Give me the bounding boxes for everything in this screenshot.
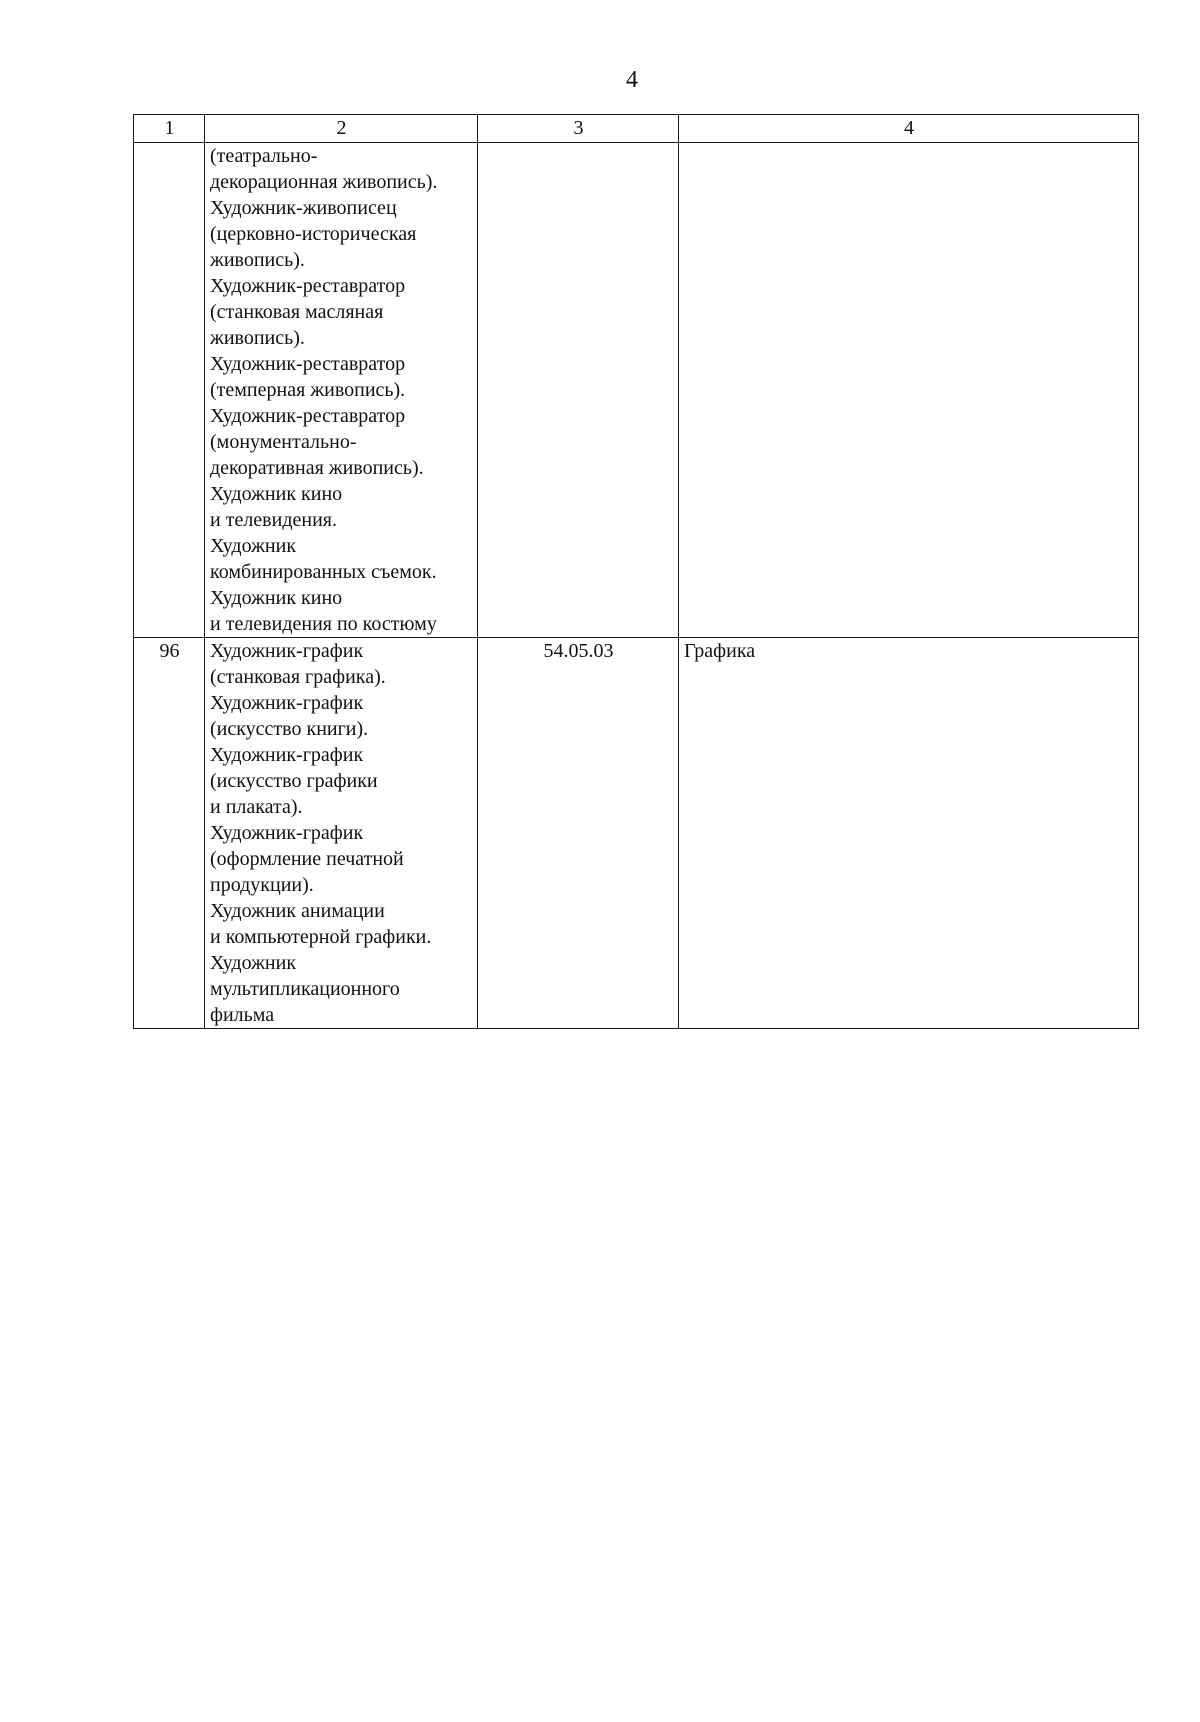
qualification-line: и компьютерной графики. <box>210 926 432 948</box>
qualification-line: Художник-реставратор <box>210 405 406 427</box>
table-row <box>134 143 1139 638</box>
specialties-table <box>133 114 1139 1029</box>
table-row <box>134 638 1139 1029</box>
page-number: 4 <box>626 67 638 93</box>
qualification-line: живопись). <box>210 249 305 271</box>
qualification-line: Художник-реставратор <box>210 353 406 375</box>
qualification-line: продукции). <box>210 874 314 896</box>
qualification-line: (оформление печатной <box>210 848 404 870</box>
specialty-code-cell: 54.05.03 <box>478 638 679 1029</box>
qualification-line: (церковно-историческая <box>210 223 417 245</box>
row-number-cell <box>134 143 205 638</box>
qualification-line: декорационная живопись). <box>210 171 438 193</box>
column-header-4: 4 <box>679 115 1139 143</box>
qualification-line: живопись). <box>210 327 305 349</box>
qualification-line: и телевидения. <box>210 509 337 531</box>
row-number-cell: 96 <box>134 638 205 1029</box>
qualification-line: и телевидения по костюму <box>210 613 437 635</box>
qualification-line: Художник-график <box>210 692 364 714</box>
qualification-cell <box>205 638 478 1029</box>
qualification-line: Художник-график <box>210 744 364 766</box>
qualification-line: Художник <box>210 952 297 974</box>
qualification-line: (искусство графики <box>210 770 378 792</box>
qualification-line: Художник-реставратор <box>210 275 406 297</box>
specialty-code-cell <box>478 143 679 638</box>
qualification-line: Художник <box>210 535 297 557</box>
qualification-line: Художник анимации <box>210 900 385 922</box>
table-header-row <box>134 115 1139 143</box>
qualification-line: (станковая масляная <box>210 301 384 323</box>
qualification-line: (монументально- <box>210 431 357 453</box>
qualification-line: и плаката). <box>210 796 303 818</box>
qualification-line: Художник-график <box>210 640 364 662</box>
qualification-line: (театрально- <box>210 145 318 167</box>
qualification-line: (темперная живопись). <box>210 379 406 401</box>
qualification-line: Художник кино <box>210 483 343 505</box>
qualification-cell <box>205 143 478 638</box>
qualification-line: комбинированных съемок. <box>210 561 437 583</box>
qualification-line: (искусство книги). <box>210 718 369 740</box>
qualification-line: мультипликационного <box>210 978 400 1000</box>
column-header-2: 2 <box>205 115 478 143</box>
column-header-1: 1 <box>134 115 205 143</box>
qualification-line: декоративная живопись). <box>210 457 424 479</box>
specialty-name-cell: Графика <box>679 638 1139 1029</box>
qualification-line: Художник-живописец <box>210 197 397 219</box>
qualification-line: Художник кино <box>210 587 343 609</box>
qualification-line: фильма <box>210 1004 275 1026</box>
column-header-3: 3 <box>478 115 679 143</box>
specialty-name-cell <box>679 143 1139 638</box>
qualification-line: (станковая графика). <box>210 666 386 688</box>
qualification-line: Художник-график <box>210 822 364 844</box>
